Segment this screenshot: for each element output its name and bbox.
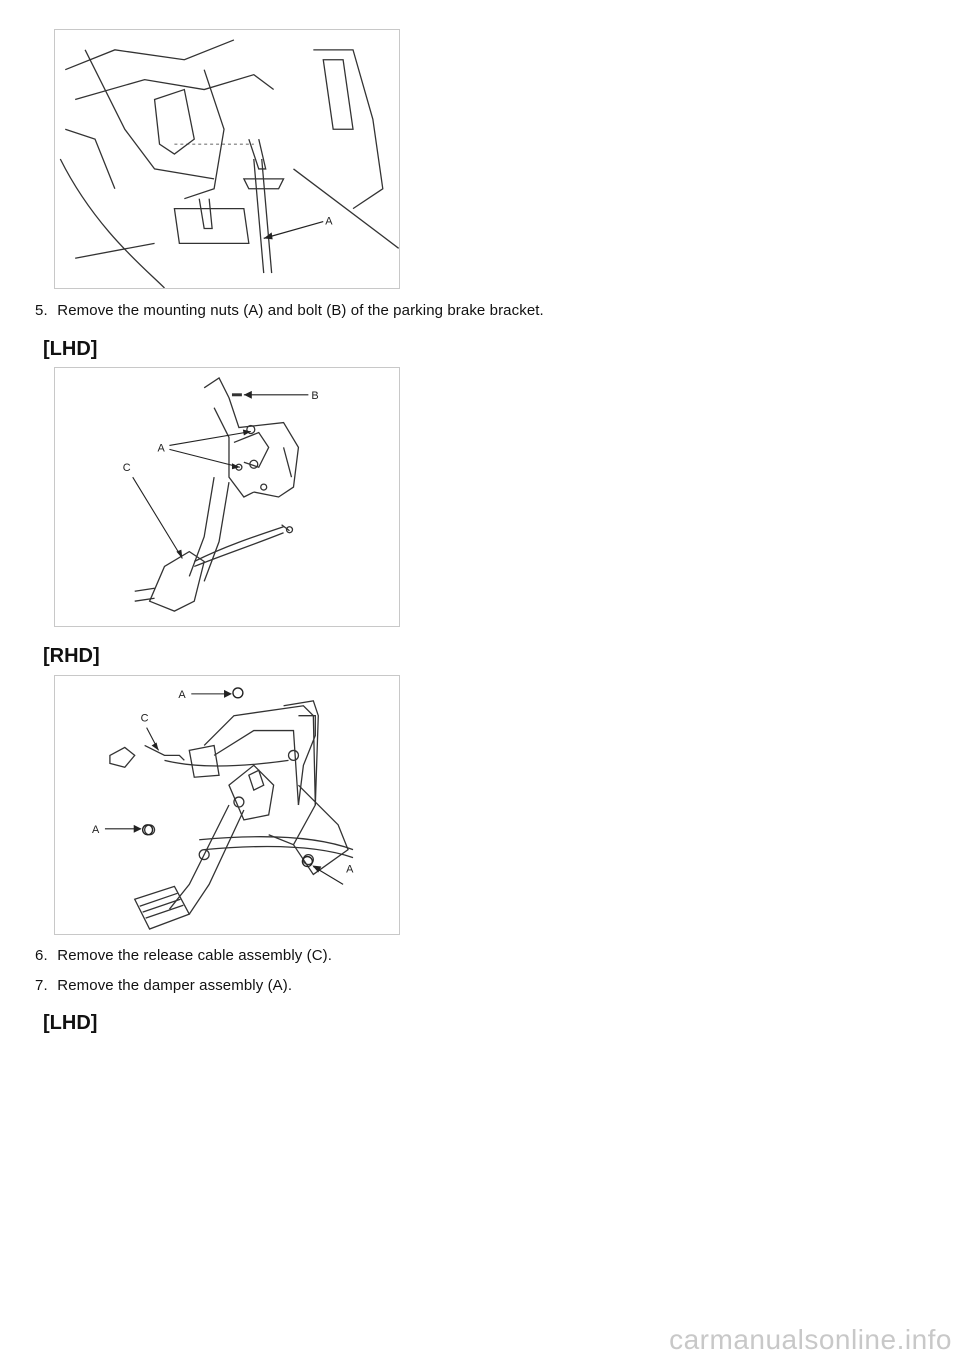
figure-rhd-bracket: [54, 675, 400, 935]
step-number: 7.: [35, 977, 48, 994]
callout-a-top: A: [178, 688, 186, 701]
heading-lhd: [LHD]: [43, 338, 98, 360]
callout-c: C: [122, 462, 131, 475]
step-text: Remove the release cable assembly (C).: [57, 947, 333, 964]
callout-a: A: [157, 442, 165, 455]
watermark: carmanualsonline.info: [669, 1324, 952, 1355]
heading-lhd-second: [LHD]: [43, 1012, 98, 1034]
rhd-bracket-illustration: [55, 676, 399, 934]
figure-lhd-bracket: [54, 367, 400, 627]
step-text: Remove the mounting nuts (A) and bolt (B) of the parking brake bracket.: [57, 302, 544, 319]
step-7: [35, 977, 292, 994]
figure-cable-removal: [54, 29, 400, 289]
callout-a-bottom: A: [346, 863, 354, 876]
step-5: [35, 302, 544, 319]
step-number: 6.: [35, 947, 48, 964]
callout-b: B: [311, 389, 319, 402]
callout-c: C: [140, 712, 149, 725]
step-text: Remove the damper assembly (A).: [57, 977, 293, 994]
callout-a-left: A: [92, 823, 100, 836]
heading-rhd: [RHD]: [43, 645, 100, 667]
step-6: [35, 947, 332, 964]
lhd-bracket-illustration: [55, 368, 399, 626]
callout-a: A: [325, 215, 333, 228]
cable-illustration: [55, 30, 399, 288]
step-number: 5.: [35, 302, 48, 319]
